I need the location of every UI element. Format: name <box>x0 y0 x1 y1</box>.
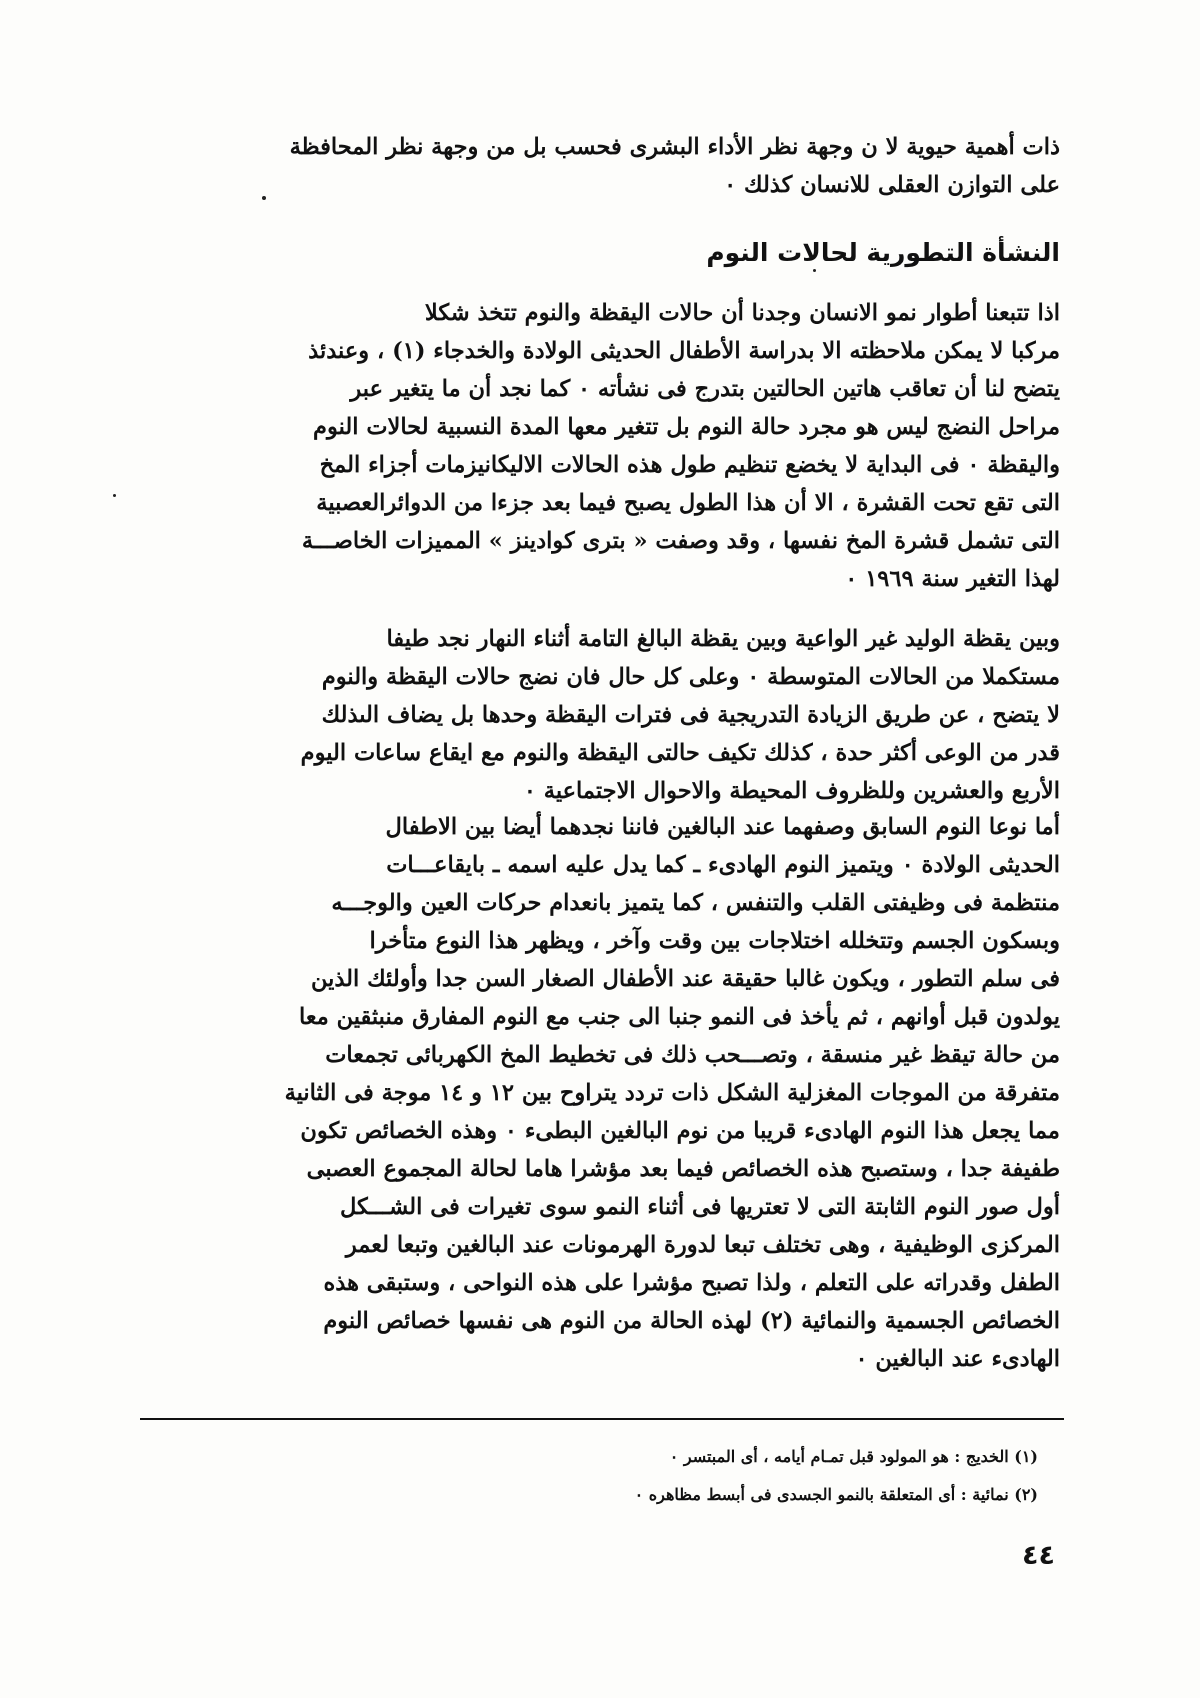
text-line: قدر من الوعى أكثر حدة ، كذلك تكيف حالتى اليقظة والنوم مع ايقاع ساعات اليوم <box>300 740 1060 766</box>
paragraph-development <box>140 294 1060 598</box>
footnotes <box>140 1438 1038 1514</box>
text-line: التى تشمل قشرة المخ نفسها ، وقد وصفت « بترى كوادينز » المميزات الخاصـــة <box>301 528 1060 554</box>
paragraph-wakefulness <box>140 620 1060 810</box>
text-line: من حالة تيقظ غير منسقة ، وتصـــحب ذلك فى تخطيط المخ الكهربائى تجمعات <box>325 1042 1060 1068</box>
scan-speck <box>262 196 266 200</box>
text-line: الحديثى الولادة ٠ ويتميز النوم الهادىء ـ كما يدل عليه اسمه ـ بايقاعـــات <box>386 852 1060 878</box>
text-line: أما نوعا النوم السابق وصفهما عند البالغين فاننا نجدهما أيضا بين الاطفال <box>385 814 1060 840</box>
text-line: التى تقع تحت القشرة ، الا أن هذا الطول يصبح فيما بعد جزءا من الدوائرالعصبية <box>316 490 1060 516</box>
text-line: يولدون قبل أوانهم ، ثم يأخذ فى النمو جنبا الى جنب مع النوم المفارق منبثقين معا <box>298 1004 1060 1030</box>
text-line: على التوازن العقلى للانسان كذلك ٠ <box>724 172 1060 198</box>
text-line: لا يتضح ، عن طريق الزيادة التدريجية فى فترات اليقظة وحدها بل يضاف الىذلك <box>321 702 1060 728</box>
text-line: مستكملا من الحالات المتوسطة ٠ وعلى كل حال فان نضج حالات اليقظة والنوم <box>321 664 1060 690</box>
text-line: مركبا لا يمكن ملاحظته الا بدراسة الأطفال الحديثى الولادة والخدجاء (١) ، وعندئذ <box>308 338 1060 364</box>
page-number: ٤٤ <box>1022 1540 1055 1571</box>
text-line: أول صور النوم الثابتة التى لا تعتريها فى أثناء النمو سوى تغيرات فى الشـــكل <box>339 1194 1060 1220</box>
text-line: طفيفة جدا ، وستصبح هذه الخصائص فيما بعد مؤشرا هاما لحالة المجموع العصبى <box>306 1156 1060 1182</box>
text-line: اذا تتبعنا أطوار نمو الانسان وجدنا أن حالات اليقظة والنوم تتخذ شكلا <box>424 300 1060 326</box>
footnote-2: (٢) نمائية : أى المتعلقة بالنمو الجسدى فى أبسط مظاهره ٠ <box>634 1485 1038 1504</box>
footnote-divider <box>140 1418 1064 1420</box>
section-heading: النشأة التطورية لحالات النوم <box>706 238 1060 267</box>
paragraph-sleep-types <box>140 808 1060 1378</box>
text-line: الخصائص الجسمية والنمائية (٢) لهذه الحالة من النوم هى نفسها خصائص النوم <box>323 1308 1060 1334</box>
text-line: مراحل النضج ليس هو مجرد حالة النوم بل تتغير معها المدة النسبية لحالات النوم <box>313 414 1060 440</box>
text-line: المركزى الوظيفية ، وهى تختلف تبعا لدورة الهرمونات عند البالغين وتبعا لعمر <box>345 1232 1060 1258</box>
text-line: لهذا التغير سنة ١٩٦٩ ٠ <box>845 566 1060 592</box>
text-line: الهادىء عند البالغين ٠ <box>855 1346 1060 1372</box>
intro-paragraph <box>140 128 1060 204</box>
scan-speck <box>113 494 116 497</box>
text-line: وبين يقظة الوليد غير الواعية وبين يقظة البالغ التامة أثناء النهار نجد طيفا <box>386 626 1060 652</box>
text-line: يتضح لنا أن تعاقب هاتين الحالتين بتدرج فى نشأته ٠ كما نجد أن ما يتغير عبر <box>350 376 1060 402</box>
footnote-1: (١) الخديج : هو المولود قبل تمـام أيامه ، أى المبتسر ٠ <box>669 1447 1038 1466</box>
text-line: ذات أهمية حيوية لا ن وجهة نظر الأداء البشرى فحسب بل من وجهة نظر المحافظة <box>289 134 1060 160</box>
text-line: الطفل وقدراته على التعلم ، ولذا تصبح مؤشرا على هذه النواحى ، وستبقى هذه <box>323 1270 1060 1296</box>
text-line: فى سلم التطور ، ويكون غالبا حقيقة عند الأطفال الصغار السن جدا وأولئك الذين <box>310 966 1060 992</box>
text-line: واليقظة ٠ فى البداية لا يخضع تنظيم طول هذه الحالات الاليكانيزمات أجزاء المخ <box>319 452 1060 478</box>
scan-speck <box>813 269 816 272</box>
text-line: متفرقة من الموجات المغزلية الشكل ذات تردد يتراوح بين ١٢ و ١٤ موجة فى الثانية <box>284 1080 1060 1106</box>
text-line: الأربع والعشرين وللظروف المحيطة والاحوال الاجتماعية ٠ <box>523 778 1060 804</box>
text-line: منتظمة فى وظيفتى القلب والتنفس ، كما يتميز بانعدام حركات العين والوجـــه <box>331 890 1060 916</box>
text-line: وبسكون الجسم وتتخلله اختلاجات بين وقت وآخر ، ويظهر هذا النوع متأخرا <box>369 928 1060 954</box>
text-line: مما يجعل هذا النوم الهادىء قريبا من نوم البالغين البطىء ٠ وهذه الخصائص تكون <box>300 1118 1060 1144</box>
